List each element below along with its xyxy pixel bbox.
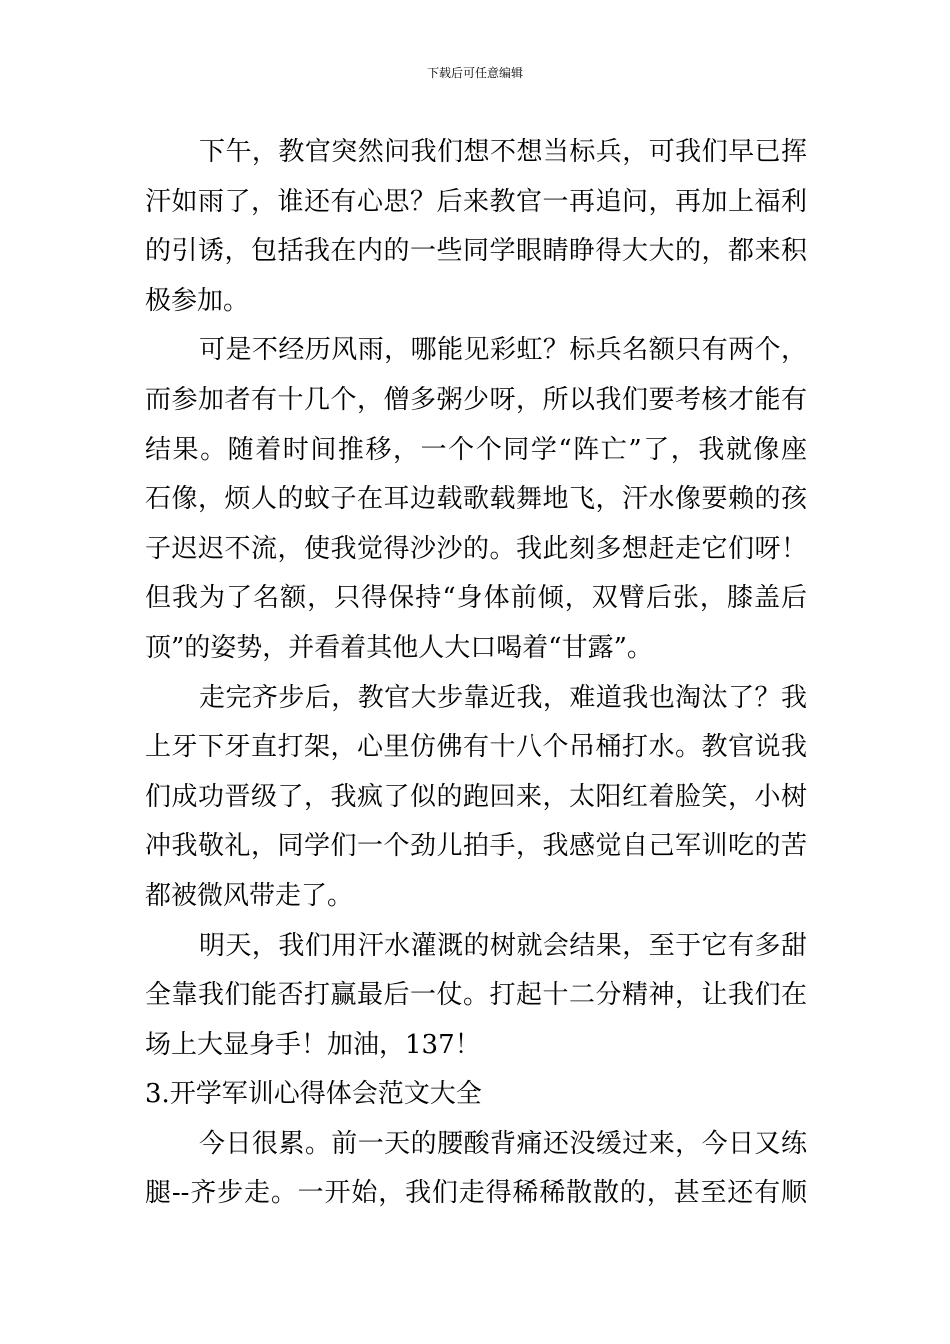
text-line: 结果。随着时间推移，一个个同学“阵亡”了，我就像座 (145, 434, 807, 465)
document-body (145, 128, 807, 1219)
text-line: 冲我敬礼，同学们一个劲儿拍手，我感觉自己军训吃的苦 (145, 831, 807, 862)
text-line: 而参加者有十几个，僧多粥少呀，所以我们要考核才能有 (145, 384, 807, 415)
page-header: 下载后可任意编辑 (426, 66, 523, 80)
text-line: 都被微风带走了。 (145, 880, 354, 911)
text-line: 下午，教官突然问我们想不想当标兵，可我们早已挥 (199, 137, 807, 167)
text-line: 可是不经历风雨，哪能见彩虹？标兵名额只有两个， (199, 335, 807, 366)
section-heading: 3.开学军训心得体会范文大全 (145, 1079, 482, 1110)
text-line: 极参加。 (145, 285, 250, 316)
text-line: 石像，烦人的蚊子在耳边载歌载舞地飞，汗水像要赖的孩 (145, 484, 807, 515)
text-line: 子迟迟不流，使我觉得沙沙的。我此刻多想赶走它们呀！ (145, 533, 807, 564)
text-line: 今日很累。前一天的腰酸背痛还没缓过来，今日又练 (199, 1128, 807, 1159)
text-line: 但我为了名额，只得保持“身体前倾，双臂后张，膝盖后 (145, 583, 807, 614)
text-line: 的引诱，包括我在内的一些同学眼睛睁得大大的，都来积 (145, 236, 807, 267)
text-line: 们成功晋级了，我疯了似的跑回来，太阳红着脸笑，小树 (145, 781, 807, 812)
text-line: 场上大显身手！加油，137！ (145, 1029, 481, 1060)
text-line: 顶”的姿势，并看着其他人大口喝着“甘露”。 (145, 632, 653, 663)
text-line: 汗如雨了，谁还有心思？后来教官一再追问，再加上福利 (145, 186, 807, 217)
text-line: 全靠我们能否打赢最后一仗。打起十二分精神，让我们在 (145, 980, 807, 1011)
text-line: 腿--齐步走。一开始，我们走得稀稀散散的，甚至还有顺 (145, 1178, 807, 1209)
text-line: 走完齐步后，教官大步靠近我，难道我也淘汰了？我 (199, 682, 807, 713)
text-line: 明天，我们用汗水灌溉的树就会结果，至于它有多甜 (199, 930, 807, 961)
text-line: 上牙下牙直打架，心里仿佛有十八个吊桶打水。教官说我 (145, 732, 807, 763)
